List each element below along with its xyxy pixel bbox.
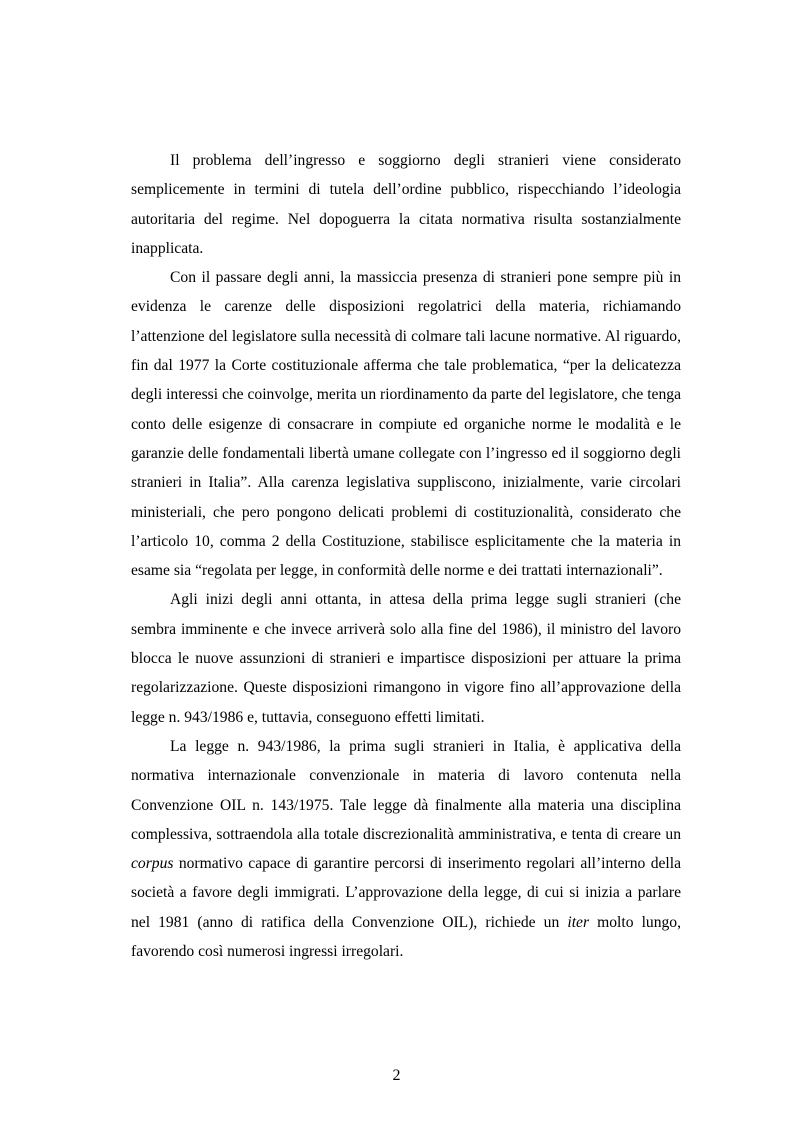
paragraph-4-text-b: normativo capace di garantire percorsi di inserimento regolari all’interno della società a favore degli immigrati. L’approvazione della legge, di cui si inizia a parlare nel 1981 (anno di ratifica della Convenzione OIL), richiede un	[131, 855, 681, 931]
page-number: 2	[392, 1067, 401, 1084]
paragraph-4	[131, 732, 681, 966]
paragraph-2	[131, 263, 681, 585]
body-text	[131, 146, 681, 966]
paragraph-3	[131, 585, 681, 731]
paragraph-1-text: Il problema dell’ingresso e soggiorno degli stranieri viene considerato semplicemente in termini di tutela dell’ordine pubblico, rispecchiando l’ideologia autoritaria del regime. Nel dopoguerra la citata normativa risulta sostanzialmente inapplicata.	[131, 152, 681, 257]
paragraph-2-text: Con il passare degli anni, la massiccia presenza di stranieri pone sempre più in evidenza le carenze delle disposizioni regolatrici della materia, richiamando l’attenzione del legislatore sulla necessità di colmare tali lacune normative. Al riguardo, fin dal 1977 la Corte costituzionale afferma che tale problematica, “per la delicatezza degli interessi che coinvolge, merita un riordinamento da parte del legislatore, che tenga conto delle esigenze di consacrare in compiute ed organiche norme le modalità e le garanzie delle fondamentali libertà umane collegate con l’ingresso ed il soggiorno degli stranieri in Italia”. Alla carenza legislativa suppliscono, inizialmente, varie circolari ministeriali, che pero pongono delicati problemi di costituzionalità, considerato che l’articolo 10, comma 2 della Costituzione, stabilisce esplicitamente che la materia in esame sia “regolata per legge, in conformità delle norme e dei trattati internazionali”.	[131, 269, 681, 580]
paragraph-1	[131, 146, 681, 263]
paragraph-3-text: Agli inizi degli anni ottanta, in attesa della prima legge sugli stranieri (che sembra imminente e che invece arriverà solo alla fine del 1986), il ministro del lavoro blocca le nuove assunzioni di stranieri e impartisce disposizioni per attuare la prima regolarizzazione. Queste disposizioni rimangono in vigore fino all’approvazione della legge n. 943/1986 e, tuttavia, conseguono effetti limitati.	[131, 591, 681, 726]
italic-term-iter: iter	[567, 913, 590, 931]
paragraph-4-text-c: molto lungo, favorendo così numerosi ingressi irregolari.	[131, 913, 681, 961]
italic-term-corpus: corpus	[131, 855, 174, 873]
paragraph-4-text-a: La legge n. 943/1986, la prima sugli stranieri in Italia, è applicativa della normativa internazionale convenzionale in materia di lavoro contenuta nella Convenzione OIL n. 143/1975. Tale legge dà finalmente alla materia una disciplina complessiva, sottraendola alla totale discrezionalità amministrativa, e tenta di creare un	[131, 737, 681, 843]
